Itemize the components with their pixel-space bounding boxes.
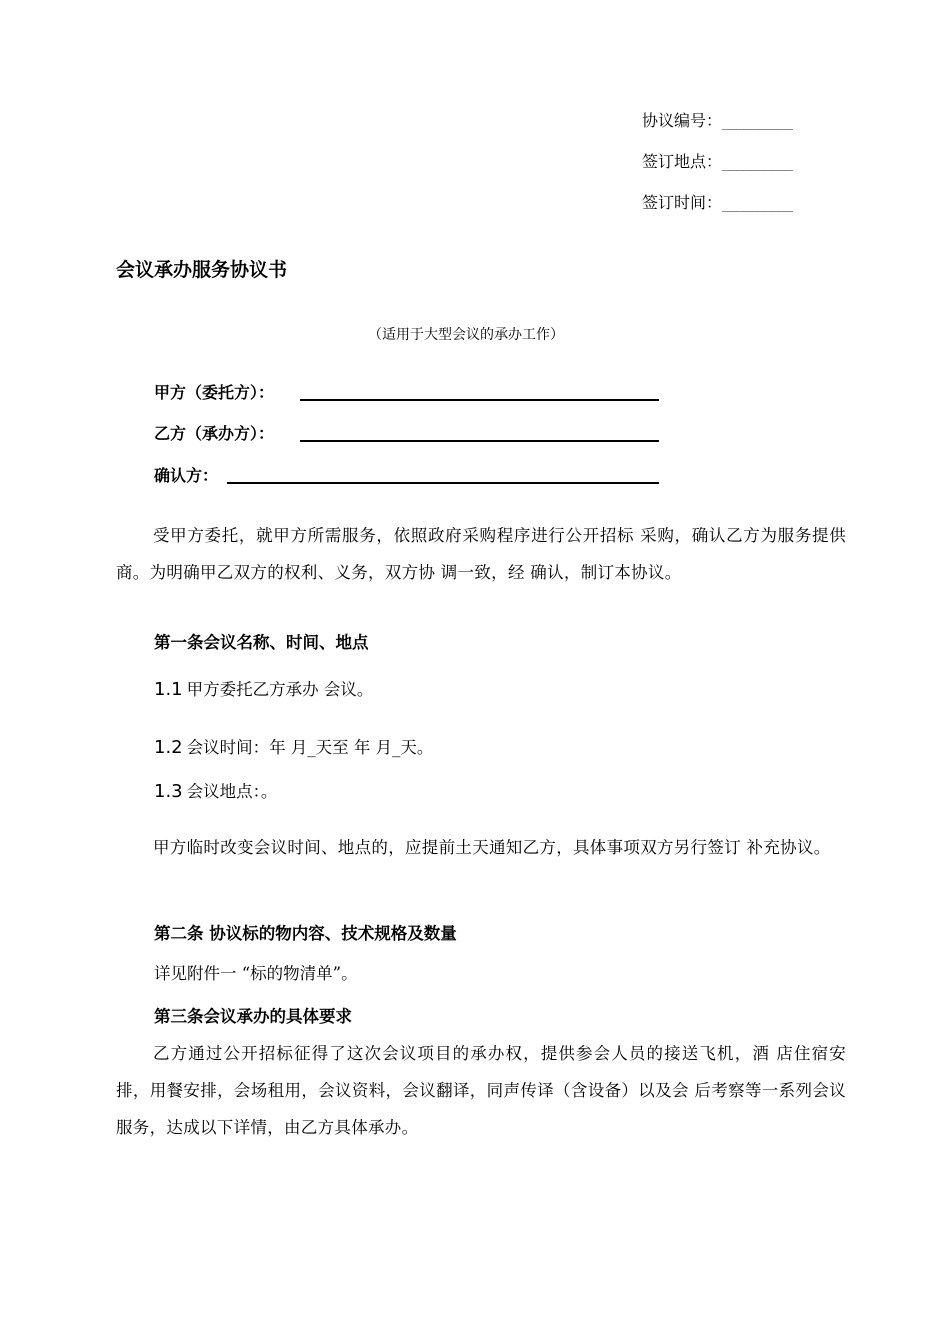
intro-paragraph: 受甲方委托，就甲方所需服务，依照政府采购程序进行公开招标 采购，确认乙方为服务提供商。为明确甲乙双方的权利、义务，双方协 调一致，经 确认，制订本协议。 bbox=[116, 526, 846, 582]
article-1-heading: 第一条会议名称、时间、地点 bbox=[154, 633, 369, 652]
confirmer-blank-line bbox=[227, 482, 659, 484]
article-1-item-1 bbox=[154, 676, 373, 700]
sign-place-label: 签订地点： bbox=[642, 152, 723, 171]
article-3-heading: 第三条会议承办的具体要求 bbox=[154, 1007, 352, 1026]
sign-time-label: 签订时间： bbox=[642, 193, 723, 212]
item-number: 1.1 bbox=[154, 679, 183, 700]
party-a-blank-line bbox=[300, 399, 659, 401]
sign-time-row bbox=[642, 190, 792, 213]
confirmer-label: 确认方： bbox=[154, 466, 219, 485]
sign-time-blank: __________ bbox=[722, 193, 793, 212]
item-text: 会议地点：。 bbox=[186, 782, 278, 801]
article-1-item-3 bbox=[154, 778, 277, 802]
document-subtitle: （适用于大型会议的承办工作） bbox=[368, 327, 564, 343]
document-title: 会议承办服务协议书 bbox=[116, 259, 288, 281]
party-b-label: 乙方（承办方）： bbox=[154, 424, 275, 443]
sign-place-row bbox=[642, 149, 792, 172]
item-text: 甲方委托乙方承办 会议。 bbox=[186, 680, 374, 699]
article-3-paragraph: 乙方通过公开招标征得了这次会议项目的承办权，提供参会人员的接送飞机，酒 店住宿安排，用餐安排，会场租用，会议资料，会议翻译，同声传译（含设备）以及会 后考察等一系列会议服务，达成以下详情，由乙方具体承办。 bbox=[116, 1044, 846, 1137]
party-a-label: 甲方（委托方）： bbox=[154, 383, 275, 402]
article-1-item-2 bbox=[154, 734, 433, 758]
article-1-note: 甲方临时改变会议时间、地点的，应提前土天通知乙方，具体事项双方另行签订 补充协议。 bbox=[153, 838, 831, 857]
article-2-heading: 第二条 协议标的物内容、技术规格及数量 bbox=[154, 924, 457, 943]
sign-place-blank: __________ bbox=[722, 152, 793, 171]
item-text: 会议时间：年 月_天至 年 月_天。 bbox=[186, 738, 434, 757]
agreement-number-label: 协议编号： bbox=[642, 111, 723, 130]
item-number: 1.2 bbox=[154, 737, 183, 758]
agreement-number-row bbox=[642, 108, 792, 131]
agreement-number-blank: __________ bbox=[722, 111, 793, 130]
article-2-text: 详见附件一 “标的物清单”。 bbox=[154, 964, 358, 983]
party-b-blank-line bbox=[300, 440, 659, 442]
item-number: 1.3 bbox=[154, 781, 183, 802]
